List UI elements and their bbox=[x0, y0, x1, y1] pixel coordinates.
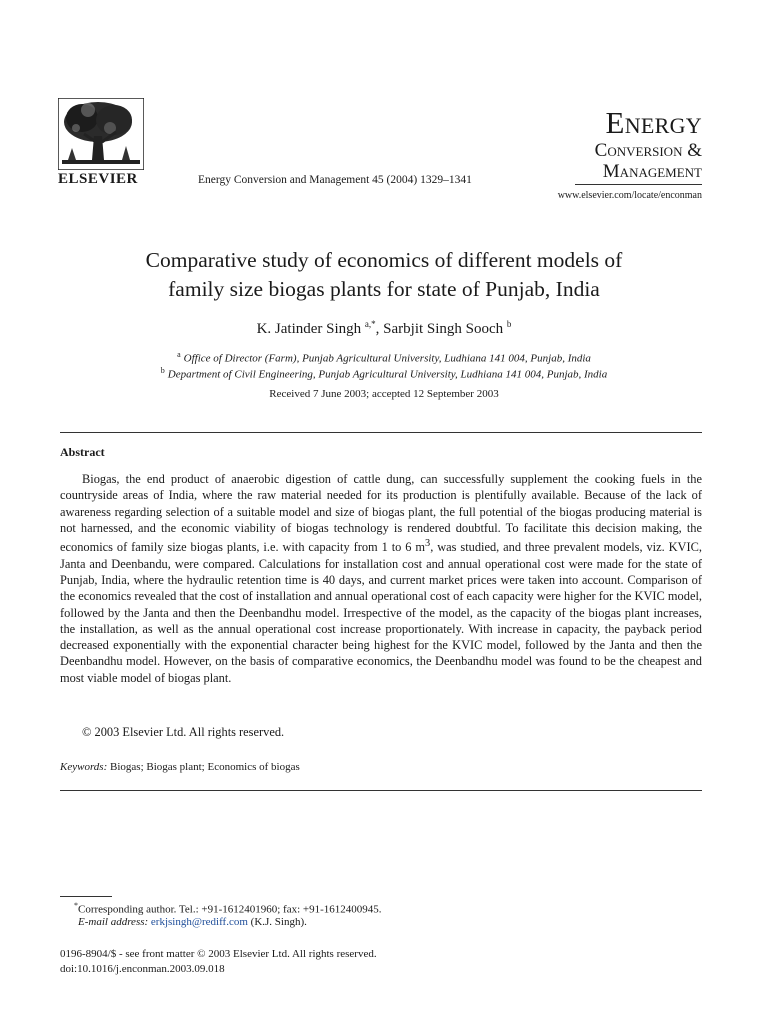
keywords-text: Biogas; Biogas plant; Economics of biogas bbox=[107, 761, 300, 773]
front-matter-footer bbox=[60, 947, 377, 977]
email-label: E-mail address: bbox=[78, 916, 149, 928]
divider-bottom bbox=[60, 790, 702, 791]
email-note bbox=[78, 916, 307, 928]
article-title bbox=[60, 246, 708, 304]
abstract-heading: Abstract bbox=[60, 445, 105, 459]
author-marks: b bbox=[506, 319, 512, 329]
affiliation-mark: b bbox=[160, 366, 165, 375]
divider-top bbox=[60, 432, 702, 433]
affiliation-text: Office of Director (Farm), Punjab Agricultural University, Ludhiana 141 004, Punjab, India bbox=[183, 352, 591, 365]
abstract-text-part2: , was studied, and three prevalent models, viz. KVIC, Janta and Deenbandu, were compared. Calculations for installation cost and annual operational cost were made for the state of Punjab, India, where the hydraulic retention time is 40 days, and current market prices were taken into account. Comparison of the economics revealed that the cost of installation and annual operational cost of each capacity were higher for the KVIC model, followed by the Janta and then the Deenbandhu model. Irrespective of the model, as the capacity of the biogas plant increases, the installation, as well as the annual operational cost increase proportionately. With increase in capacity, the payback period decreased exponentially with the exponential character being highest for the KVIC model, followed by the Janta and then the Deenbandhu model. However, on the basis of comparative economics, the Deenbandhu model was found to be the cheapest and most viable model of biogas plant. bbox=[60, 540, 702, 685]
journal-brand bbox=[595, 107, 702, 181]
elsevier-logo bbox=[58, 98, 144, 188]
author-marks: a,* bbox=[364, 319, 376, 329]
affiliation-a bbox=[60, 350, 708, 365]
abstract-copyright: © 2003 Elsevier Ltd. All rights reserved. bbox=[82, 725, 285, 739]
title-line-1: Comparative study of economics of different models of bbox=[145, 248, 623, 272]
author-name: Sarbjit Singh Sooch bbox=[383, 321, 504, 337]
author-separator: , bbox=[375, 321, 384, 337]
journal-brand-line3: Management bbox=[602, 161, 702, 182]
footnote-mark: * bbox=[74, 901, 78, 910]
email-suffix: (K.J. Singh). bbox=[247, 916, 307, 928]
journal-brand-line2: Conversion & bbox=[594, 140, 702, 161]
corresponding-text: Corresponding author. Tel.: +91-1612401960; fax: +91-1612400945. bbox=[78, 903, 382, 916]
journal-url[interactable]: www.elsevier.com/locate/enconman bbox=[557, 190, 702, 201]
abstract-superscript: 3 bbox=[425, 538, 431, 550]
keywords-label: Keywords: bbox=[60, 761, 108, 773]
title-line-2: family size biogas plants for state of Punjab, India bbox=[168, 277, 600, 301]
abstract-text bbox=[60, 471, 702, 686]
affiliation-b bbox=[60, 366, 708, 381]
journal-brand-line1: Energy bbox=[605, 105, 702, 140]
affiliation-mark: a bbox=[177, 350, 181, 359]
author-name: K. Jatinder Singh bbox=[256, 321, 362, 337]
journal-reference: Energy Conversion and Management 45 (2004) 1329–1341 bbox=[198, 174, 472, 186]
elsevier-tree-icon bbox=[58, 98, 144, 170]
keywords bbox=[60, 761, 300, 773]
doi-line[interactable]: doi:10.1016/j.enconman.2003.09.018 bbox=[60, 963, 225, 975]
email-link[interactable]: erkjsingh@rediff.com bbox=[150, 916, 248, 928]
corresponding-author-note bbox=[74, 901, 382, 916]
author-list bbox=[60, 319, 708, 338]
brand-divider bbox=[575, 184, 702, 185]
publisher-logo-text: ELSEVIER bbox=[58, 171, 138, 187]
received-dates: Received 7 June 2003; accepted 12 September 2003 bbox=[269, 388, 499, 400]
footnote-divider bbox=[60, 896, 112, 897]
abstract-text-part1: Biogas, the end product of anaerobic digestion of cattle dung, can successfully supplement the cooking fuels in the countryside areas of India, where the raw material needed for its production is plentifully available. Because of the lack of awareness regarding selection of a suitable model and size of biogas plant, the full potential of the biogas producing material is not harnessed, and the economic viability of biogas technology is rendered doubtful. To facilitate this decision making, the economics of family size biogas plants, i.e. with capacity from 1 to 6 m bbox=[60, 472, 702, 555]
affiliation-text: Department of Civil Engineering, Punjab Agricultural University, Ludhiana 141 004, Punjab, India bbox=[167, 368, 608, 381]
issn-line: 0196-8904/$ - see front matter © 2003 Elsevier Ltd. All rights reserved. bbox=[60, 948, 377, 960]
